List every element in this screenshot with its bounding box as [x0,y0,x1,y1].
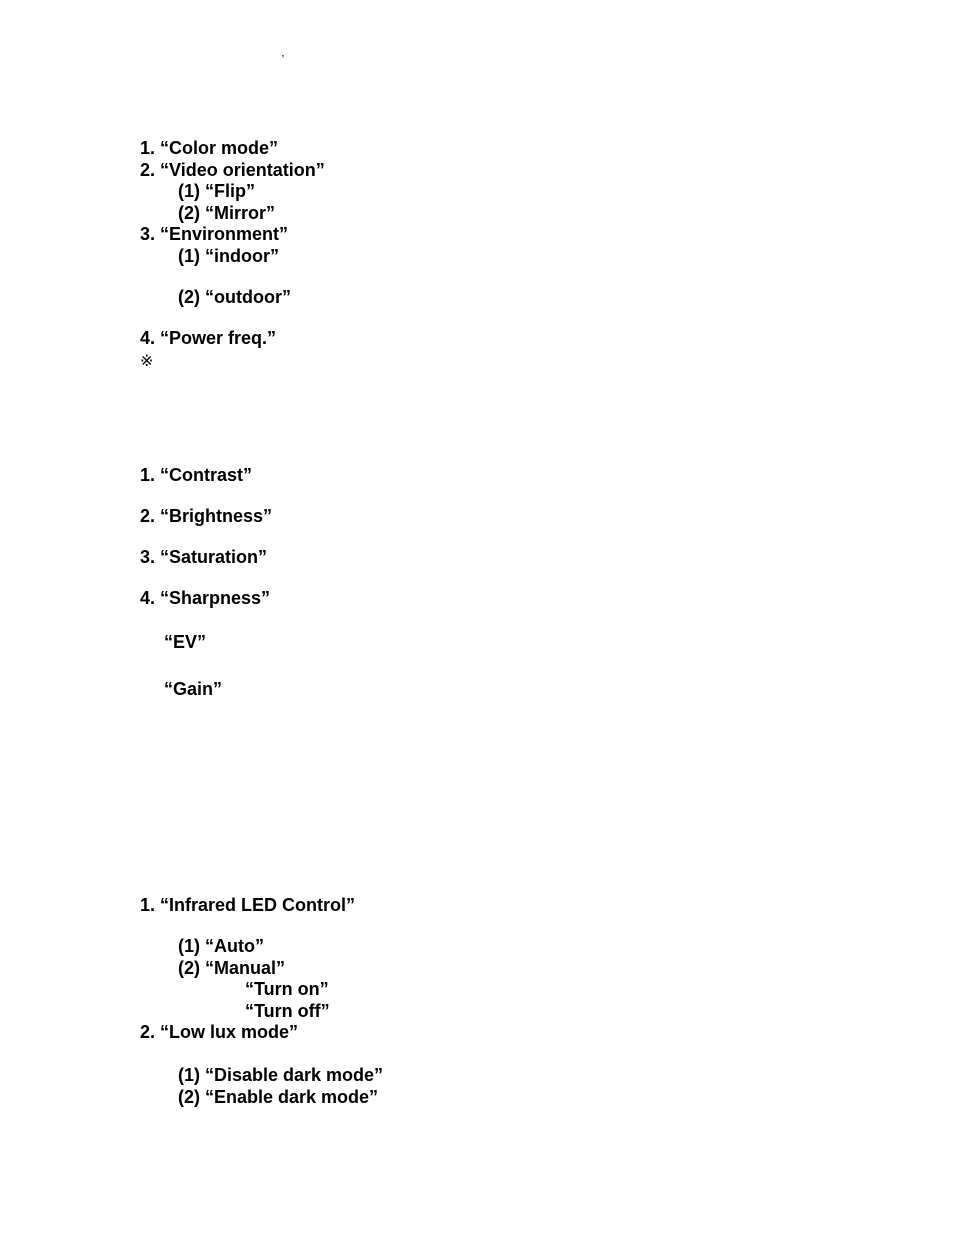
item-brightness: 2. “Brightness” [140,506,273,526]
item-color-mode: 1. “Color mode” [140,138,279,158]
stray-mark: ’ [281,53,285,65]
item-environment: 3. “Environment” [140,224,289,244]
option-turn-on: “Turn on” [245,979,329,999]
sub-item-mirror: (2) “Mirror” [178,203,276,223]
reference-mark-icon: ※ [140,351,154,370]
item-low-lux-mode: 2. “Low lux mode” [140,1022,299,1042]
sub-item-disable-dark-mode: (1) “Disable dark mode” [178,1065,384,1085]
sub-item-manual: (2) “Manual” [178,958,286,978]
option-turn-off: “Turn off” [245,1001,330,1021]
item-saturation: 3. “Saturation” [140,547,268,567]
item-video-orientation: 2. “Video orientation” [140,160,325,180]
item-infrared-led-control: 1. “Infrared LED Control” [140,895,356,915]
item-ev: “EV” [164,632,207,652]
item-power-freq: 4. “Power freq.” [140,328,277,348]
item-gain: “Gain” [164,679,223,699]
sub-item-indoor: (1) “indoor” [178,246,279,266]
sub-item-outdoor: (2) “outdoor” [178,287,291,307]
item-sharpness: 4. “Sharpness” [140,588,271,608]
sub-item-flip: (1) “Flip” [178,181,255,201]
sub-item-auto: (1) “Auto” [178,936,264,956]
sub-item-enable-dark-mode: (2) “Enable dark mode” [178,1087,379,1107]
item-contrast: 1. “Contrast” [140,465,253,485]
